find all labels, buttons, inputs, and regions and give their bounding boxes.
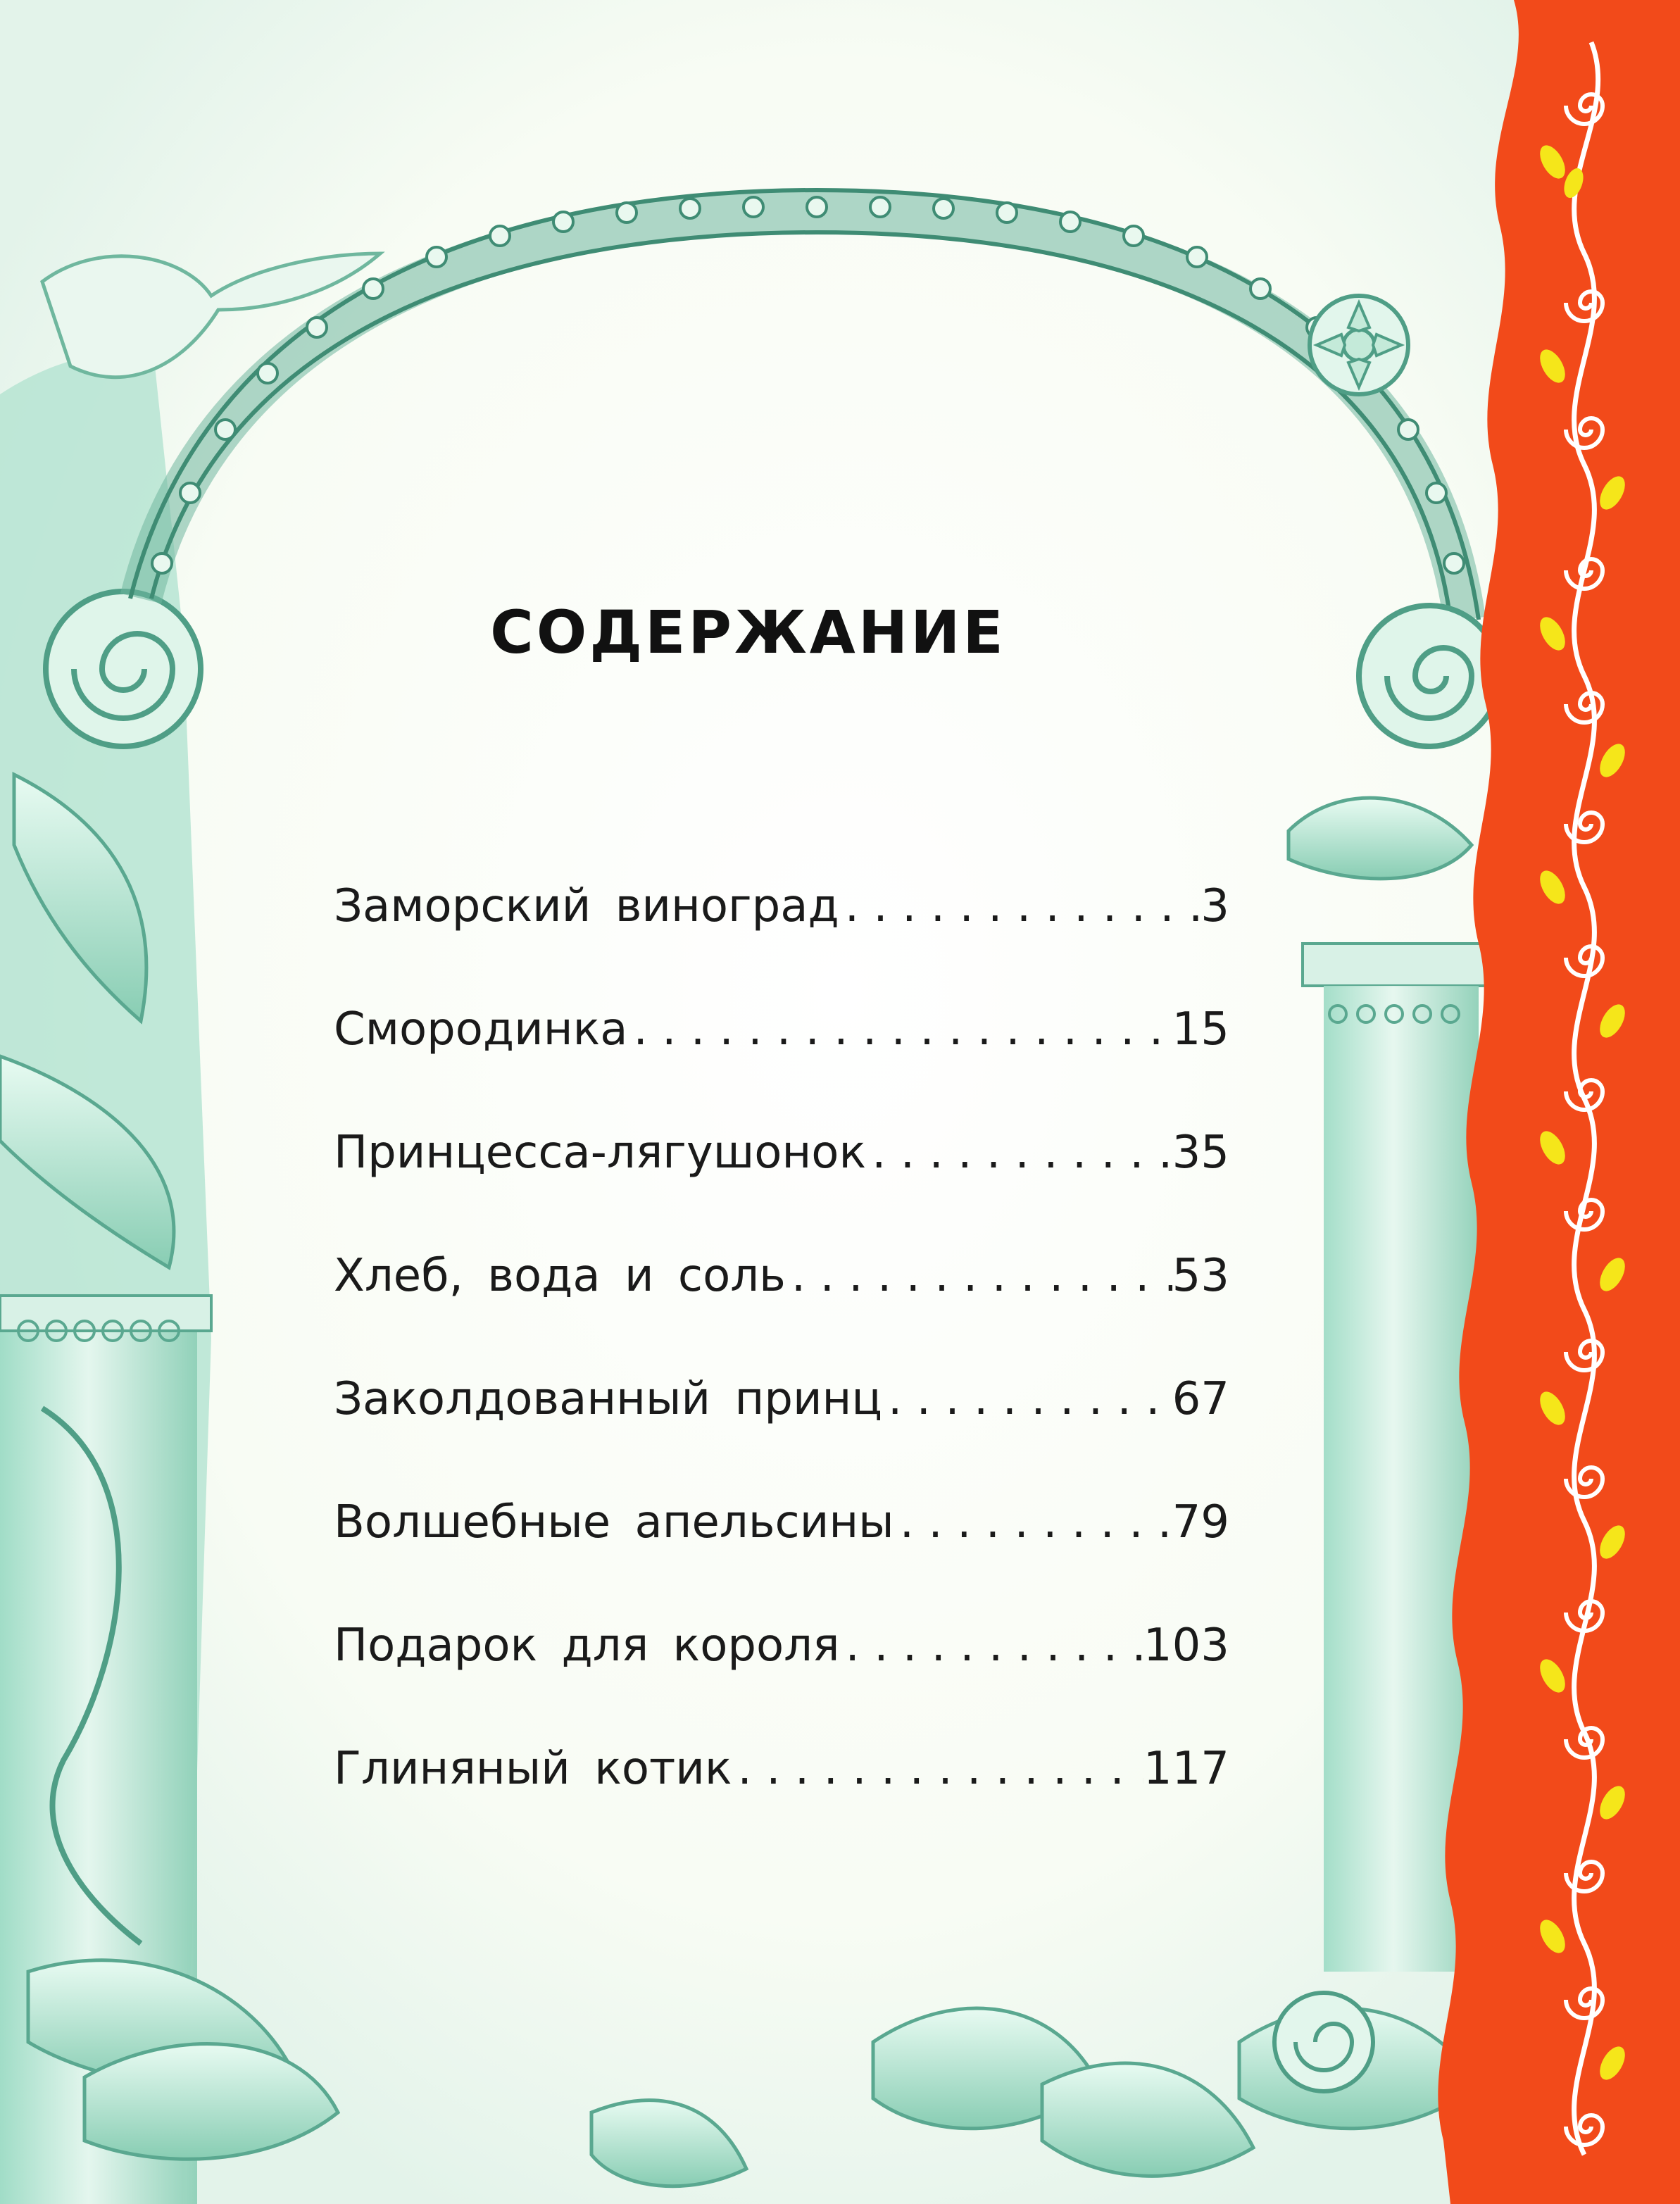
toc-dot-leader xyxy=(786,1253,1172,1298)
toc-dot-leader xyxy=(882,1377,1172,1422)
toc-dot-leader xyxy=(839,884,1201,929)
toc-dot-leader xyxy=(840,1623,1143,1668)
toc-page-number: 3 xyxy=(1201,880,1229,932)
toc-page-number: 53 xyxy=(1172,1250,1229,1302)
toc-entry-title: Принцесса-лягушонок xyxy=(334,1127,867,1179)
toc-page-number: 15 xyxy=(1172,1003,1229,1056)
toc-entry-title: Подарок для короля xyxy=(334,1620,840,1672)
toc-dot-leader xyxy=(866,1130,1172,1175)
toc-entry[interactable] xyxy=(334,1620,1229,1746)
toc-page-number: 79 xyxy=(1172,1496,1229,1548)
toc-entry[interactable] xyxy=(334,880,1229,1007)
toc-page-number: 35 xyxy=(1172,1127,1229,1179)
toc-entry-title: Заморский виноград xyxy=(334,880,839,932)
page-title: СОДЕРЖАНИЕ xyxy=(490,598,1006,668)
toc-entry[interactable] xyxy=(334,1250,1229,1377)
toc-entry[interactable] xyxy=(334,1373,1229,1500)
toc-entry[interactable] xyxy=(334,1003,1229,1130)
toc-dot-leader xyxy=(732,1746,1143,1791)
table-of-contents xyxy=(334,880,1229,1870)
toc-page-number: 117 xyxy=(1143,1743,1229,1795)
toc-entry-title: Смородинка xyxy=(334,1003,628,1056)
toc-entry-title: Волшебные апельсины xyxy=(334,1496,894,1548)
toc-entry-title: Хлеб, вода и соль xyxy=(334,1250,786,1302)
toc-entry-title: Глиняный котик xyxy=(334,1743,732,1795)
toc-entry[interactable] xyxy=(334,1496,1229,1623)
toc-entry[interactable] xyxy=(334,1743,1229,1870)
toc-dot-leader xyxy=(627,1007,1172,1052)
toc-entry-title: Заколдованный принц xyxy=(334,1373,882,1425)
toc-entry[interactable] xyxy=(334,1127,1229,1253)
toc-dot-leader xyxy=(894,1500,1172,1545)
toc-page-number: 67 xyxy=(1172,1373,1229,1425)
toc-page-number: 103 xyxy=(1143,1620,1229,1672)
